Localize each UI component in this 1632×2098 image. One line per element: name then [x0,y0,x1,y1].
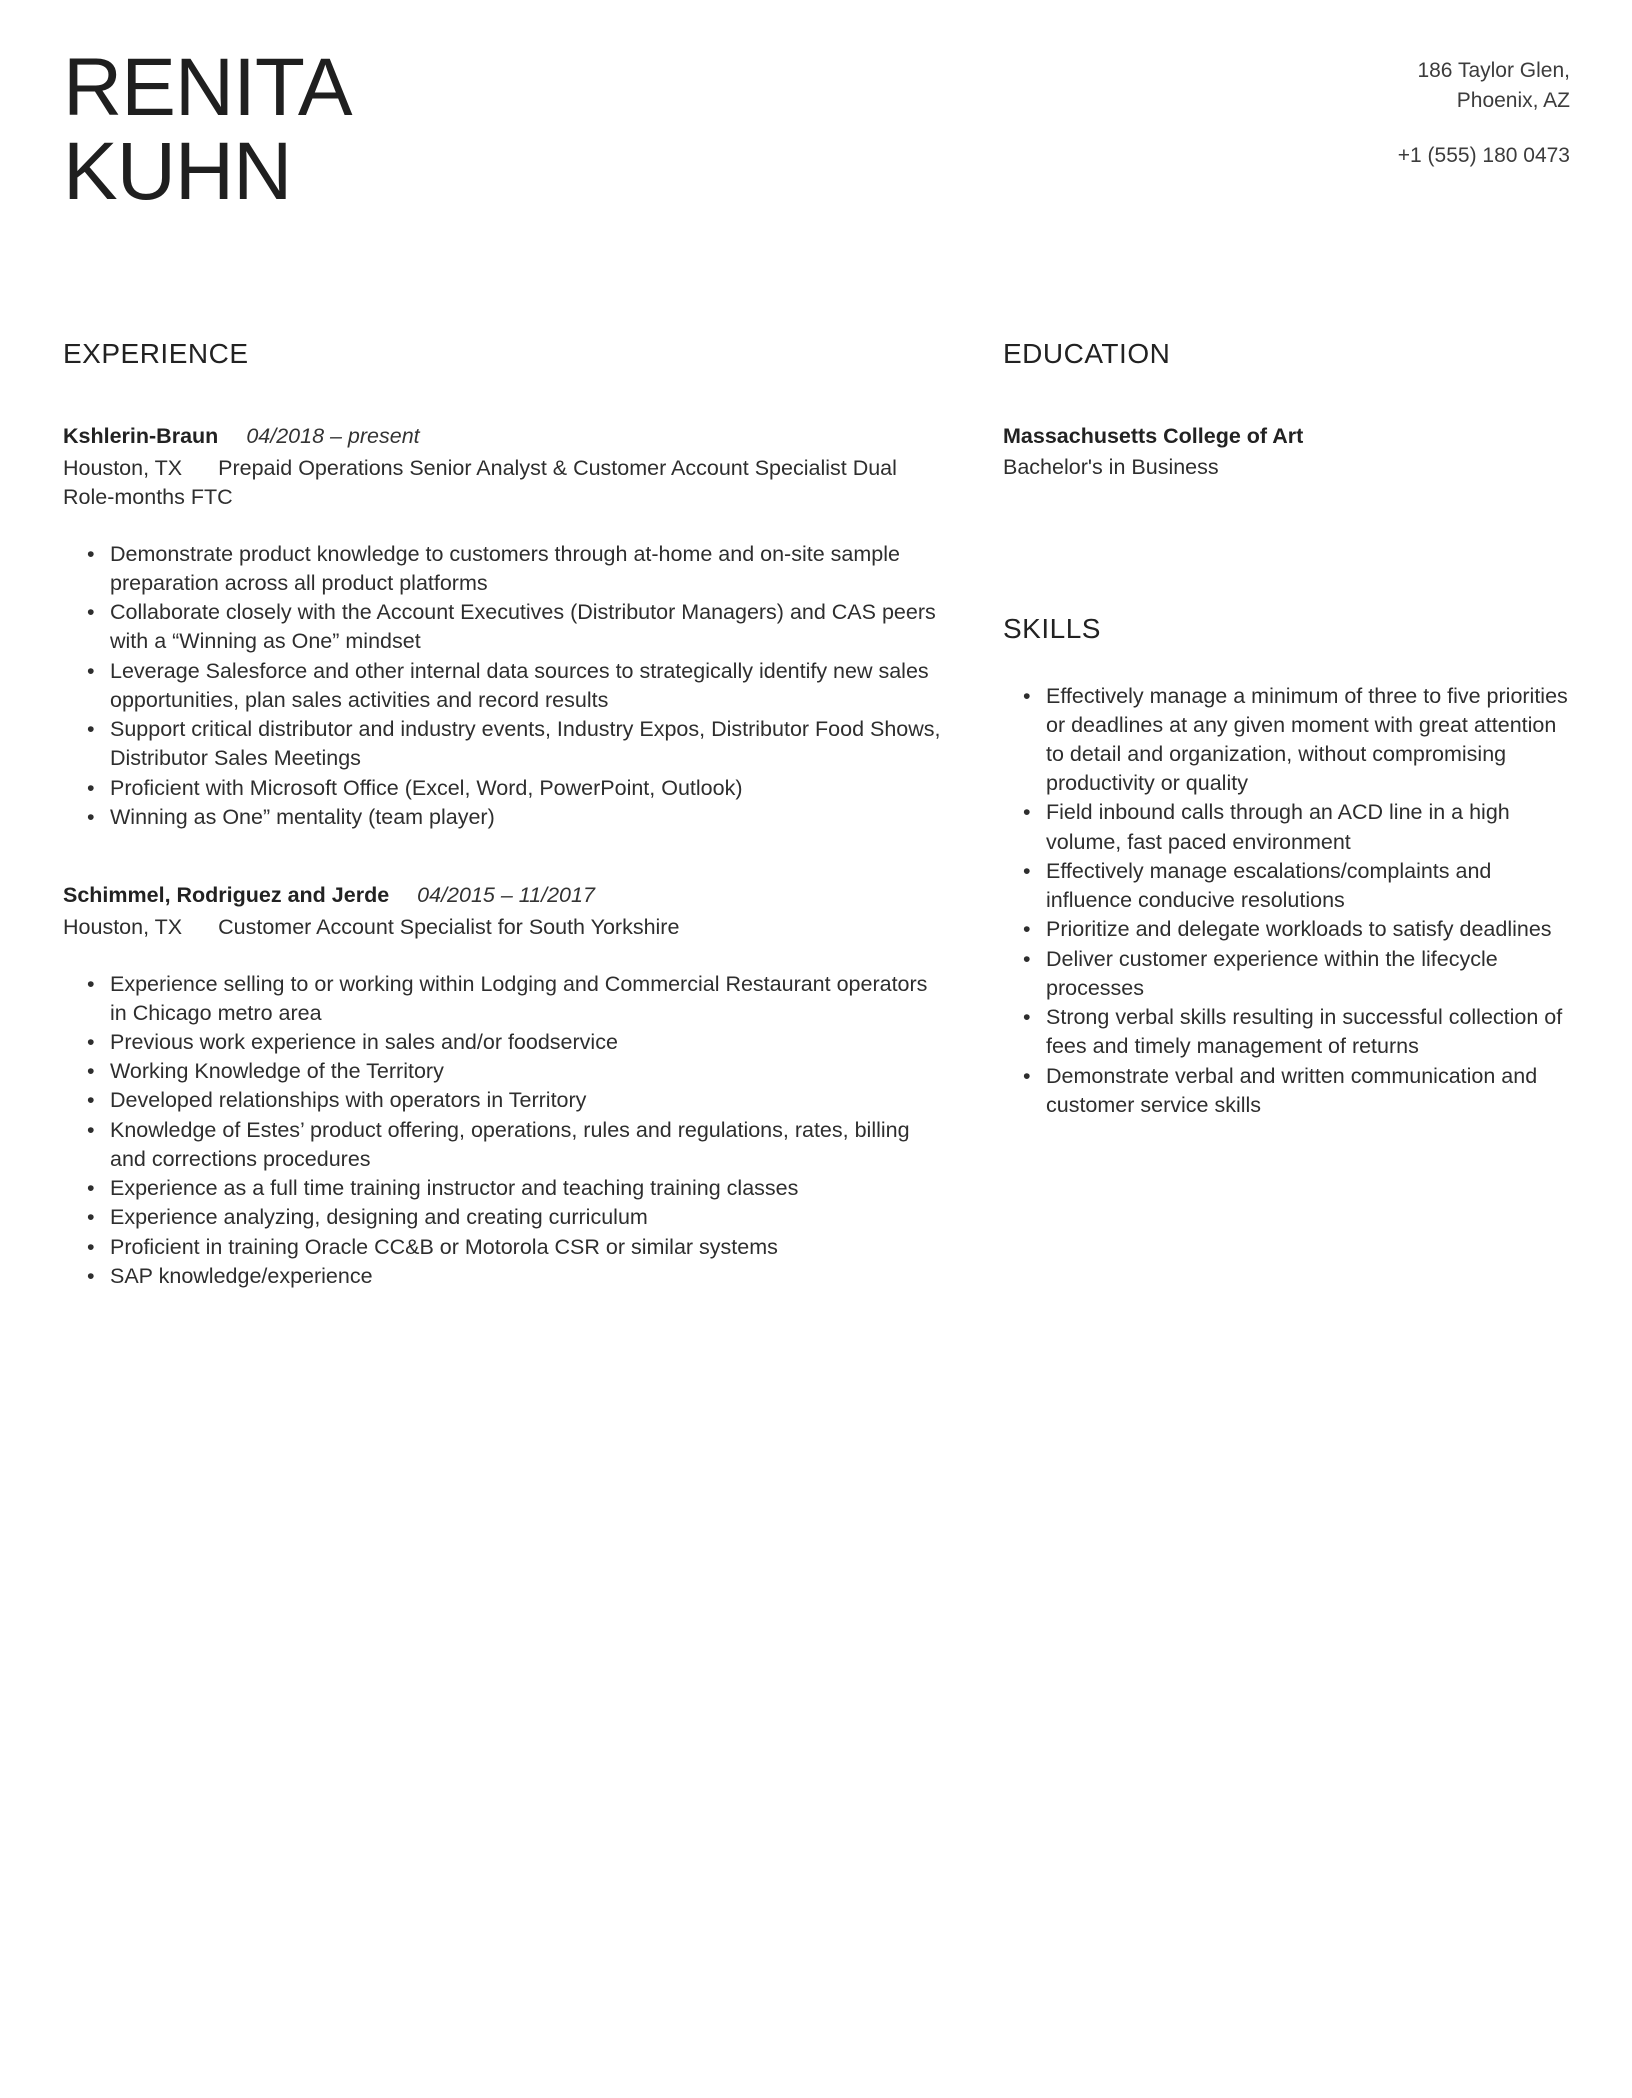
bullet-item: • Winning as One” mentality (team player) [63,803,941,832]
job-subheading [63,454,941,512]
candidate-name [63,42,352,218]
bullet-item: • Collaborate closely with the Account Executives (Distributor Managers) and CAS peers with a “Winning as One” mindset [63,598,941,656]
bullet-item: • Working Knowledge of the Territory [63,1057,941,1086]
bullet-item: • Demonstrate product knowledge to customers through at-home and on-site sample preparation across all product platforms [63,540,941,598]
bullet-item: • Knowledge of Estes’ product offering, operations, rules and regulations, rates, billing and corrections procedures [63,1116,941,1174]
bullet-item: • Proficient with Microsoft Office (Excel, Word, PowerPoint, Outlook) [63,774,941,803]
school-name: Massachusetts College of Art [1003,423,1304,448]
job-entry [63,881,941,1291]
contact-address-line2: Phoenix, AZ [1456,89,1570,113]
job-subheading [63,913,941,942]
experience-column [63,335,941,1291]
section-title-skills: SKILLS [1003,613,1101,645]
section-title-experience: EXPERIENCE [63,337,249,369]
job-title: Prepaid Operations Senior Analyst & Customer Account Specialist Dual Role-months FTC [63,456,897,510]
job-dates: 04/2018 – present [246,423,420,448]
job-entry [63,422,941,832]
skill-item: • Demonstrate verbal and written communication and customer service skills [1003,1062,1570,1120]
skill-item: • Field inbound calls through an ACD line in a high volume, fast paced environment [1003,798,1570,856]
job-bullet-list [63,540,941,832]
skill-item: • Prioritize and delegate workloads to satisfy deadlines [1003,915,1570,944]
section-title-education: EDUCATION [1003,337,1171,369]
bullet-item: • Proficient in training Oracle CC&B or Motorola CSR or similar systems [63,1233,941,1262]
skill-item: • Effectively manage escalations/complaints and influence conducive resolutions [1003,857,1570,915]
degree-name: Bachelor's in Business [1003,455,1219,480]
bullet-item: • Experience as a full time training instructor and teaching training classes [63,1174,941,1203]
candidate-first-name: RENITA [63,42,352,133]
bullet-item: • Developed relationships with operators in Territory [63,1086,941,1115]
skill-item: • Strong verbal skills resulting in successful collection of fees and timely management of returns [1003,1003,1570,1061]
bullet-item: • Leverage Salesforce and other internal data sources to strategically identify new sales opportunities, plan sales activities and record results [63,657,941,715]
skills-section [1003,610,1570,1120]
skill-item: • Deliver customer experience within the lifecycle processes [1003,945,1570,1003]
contact-phone: +1 (555) 180 0473 [1397,143,1570,167]
content-columns [63,335,1570,1291]
job-heading [63,422,941,451]
job-location: Houston, TX [63,456,183,481]
bullet-item: • Experience selling to or working within Lodging and Commercial Restaurant operators in Chicago metro area [63,970,941,1028]
job-bullet-list [63,970,941,1292]
bullet-item: • Support critical distributor and industry events, Industry Expos, Distributor Food Shows, Distributor Sales Meetings [63,715,941,773]
skill-item: • Effectively manage a minimum of three to five priorities or deadlines at any given moment with great attention to detail and organization, without compromising productivity or quality [1003,682,1570,799]
company-name: Schimmel, Rodriguez and Jerde [63,883,390,908]
bullet-item: • SAP knowledge/experience [63,1262,941,1291]
bullet-item: • Previous work experience in sales and/or foodservice [63,1028,941,1057]
job-location: Houston, TX [63,915,183,940]
job-dates: 04/2015 – 11/2017 [417,883,595,908]
contact-address-line1: 186 Taylor Glen, [1417,59,1570,82]
contact-block [1398,46,1570,171]
job-heading [63,881,941,910]
company-name: Kshlerin-Braun [63,423,219,448]
job-title: Customer Account Specialist for South Yorkshire [218,915,680,940]
sidebar-column [1003,335,1570,1291]
header [63,42,1570,218]
education-entry [1003,422,1570,482]
candidate-last-name: KUHN [63,126,292,218]
skills-bullet-list [1003,682,1570,1121]
bullet-item: • Experience analyzing, designing and creating curriculum [63,1203,941,1232]
